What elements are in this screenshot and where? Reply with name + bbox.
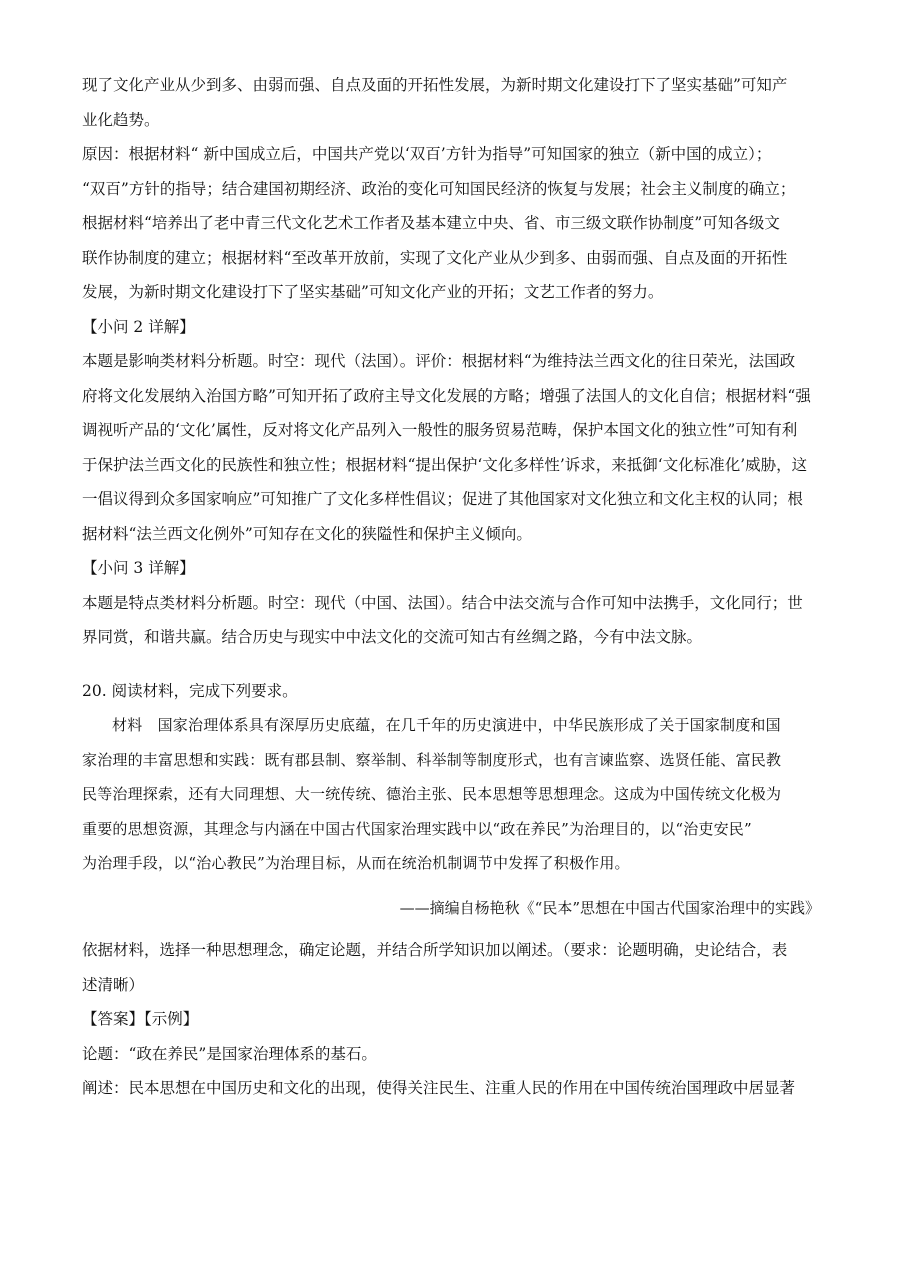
material-line: 为治理手段，以“治心教民”为治理目标，从而在统治机制调节中发挥了积极作用。: [82, 854, 630, 872]
paragraph-industrialization: [82, 68, 824, 137]
text-line: 述清晰）: [82, 975, 145, 994]
subquestion-2-heading: 【小问 2 详解】: [82, 317, 195, 336]
text-line: 根据材料“培养出了老中青三代文化艺术工作者及基本建立中央、省、市三级文联作协制度”可知各级文: [82, 214, 780, 232]
text-line: 调视听产品的‘文化’属性，反对将文化产品列入一般性的服务贸易范畴，保护本国文化的独立性”可知有利: [82, 421, 798, 439]
section-gap: [82, 655, 824, 674]
text-line: 发展，为新时期文化建设打下了坚实基础”可知文化产业的开拓；文艺工作者的努力。: [82, 283, 664, 301]
text-line: 原因：根据材料“ 新中国成立后，中国共产党以‘双百’方针为指导”可知国家的独立（新中国的成立）；: [82, 145, 772, 163]
text-line: 于保护法兰西文化的民族性和独立性；根据材料“提出保护‘文化多样性’诉求，来抵御‘文化标准化’威胁，这: [82, 455, 808, 474]
material-source: ——摘编自杨艳秋《“民本”思想在中国古代国家治理中的实践》: [399, 898, 820, 917]
question-20-title: 20. 阅读材料，完成下列要求。: [82, 681, 298, 700]
elaboration-line: 阐述：民本思想在中国历史和文化的出现，使得关注民生、注重人民的作用在中国传统治国理政中居显著: [82, 1079, 796, 1097]
text-line: 界同赏，和谐共赢。结合历史与现实中中法文化的交流可知古有丝绸之路，今有中法文脉。: [82, 628, 703, 646]
material-line: 民等治理探索，还有大同理想、大一统传统、德治主张、民本思想等思想理念。这成为中国传统文化极为: [82, 785, 782, 803]
subquestion-3-heading: 【小问 3 详解】: [82, 559, 195, 577]
paragraph-subquestion-2: [82, 344, 824, 551]
text-line: 府将文化发展纳入治国方略”可知开拓了政府主导文化发展的方略；增强了法国人的文化自信；根据材料“强: [82, 386, 811, 405]
text-line: 一倡议得到众多国家响应”可知推广了文化多样性倡议；促进了其他国家对文化独立和文化主权的认同；根: [82, 490, 803, 508]
thesis-line: 论题：“政在养民”是国家治理体系的基石。: [82, 1044, 377, 1063]
text-line: 本题是特点类材料分析题。时空：现代（中国、法国）。结合中法交流与合作可知中法携手，文化同行；世: [82, 593, 803, 612]
material-line: 材料 国家治理体系具有深厚历史底蕴，在几千年的历史演进中，中华民族形成了关于国家制度和国: [112, 716, 781, 734]
material-line: 家治理的丰富思想和实践：既有郡县制、察举制、科举制等制度形式，也有言谏监察、选贤任能、富民教: [82, 750, 782, 769]
document-page: [82, 68, 824, 1106]
text-line: 依据材料，选择一种思想理念，确定论题，并结合所学知识加以阐述。（要求：论题明确，史论结合，表: [82, 941, 788, 959]
text-line: “双百”方针的指导；结合建国初期经济、政治的变化可知国民经济的恢复与发展；社会主义制度的确立；: [82, 179, 796, 198]
text-line: 据材料“法兰西文化例外”可知存在文化的狭隘性和保护主义倾向。: [82, 524, 532, 543]
material-block: [82, 708, 824, 881]
text-line: 本题是影响类材料分析题。时空：现代（法国）。评价：根据材料“为维持法兰西文化的往日荣光，法国政: [82, 352, 796, 370]
paragraph-reasons: [82, 137, 824, 310]
text-line: 业化趋势。: [82, 110, 160, 129]
text-line: 现了文化产业从少到多、由弱而强、自点及面的开拓性发展，为新时期文化建设打下了坚实基础”可知产: [82, 76, 788, 94]
material-line: 重要的思想资源，其理念与内涵在中国古代国家治理实践中以“政在养民”为治理目的，以“治吏安民”: [82, 819, 752, 838]
answer-label: 【答案】【示例】: [82, 1010, 199, 1028]
paragraph-subquestion-3: [82, 586, 824, 655]
requirement-block: [82, 933, 824, 1002]
text-line: 联作协制度的建立；根据材料“至改革开放前，实现了文化产业从少到多、由弱而强、自点及面的开拓性: [82, 248, 788, 267]
